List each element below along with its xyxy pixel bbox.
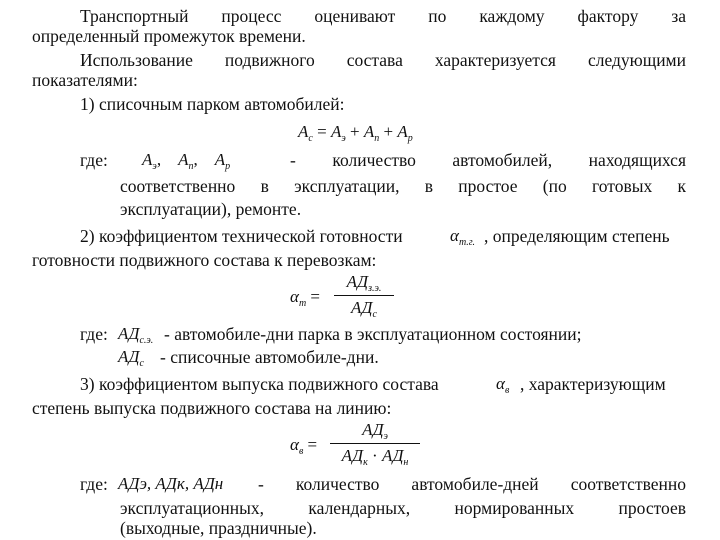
- item2-heading-a: 2) коэффициентом технической готовности: [80, 226, 403, 246]
- intro-line-2: определенный промежуток времени.: [32, 26, 306, 46]
- intro-line-4: показателями:: [32, 70, 138, 90]
- item3-where-text-3: (выходные, праздничные).: [120, 518, 317, 538]
- item2-where1-label: где:: [80, 324, 108, 344]
- item2-line-2: готовности подвижного состава к перевозкам:: [32, 250, 377, 270]
- formula-subscript: п: [374, 133, 380, 144]
- item3-fraction-bar: [330, 443, 420, 444]
- formula-operator: =: [317, 122, 327, 141]
- item1-heading: 1) списочным парком автомобилей:: [80, 94, 345, 114]
- item2-formula-denominator: $АД_с$: [351, 298, 377, 320]
- item2-heading-b: , определяющим степень: [484, 226, 670, 246]
- formula-subscript: с: [308, 133, 313, 144]
- item3-where-symbols: АДэ, АДк, АДн: [118, 474, 224, 493]
- item2-where1-symbol: $АД_{с.э.}$: [118, 324, 154, 346]
- item2-formula-lhs: $\alpha_т$ =: [290, 287, 321, 309]
- formula-operator: +: [350, 122, 360, 141]
- item1-where-text-2: соответственно в эксплуатации, в простое (по готовых к: [120, 176, 686, 196]
- formula-subscript: э: [341, 133, 346, 144]
- formula-operator: +: [383, 122, 394, 141]
- formula-symbol: А: [298, 122, 309, 141]
- item2-where2-symbol: $АД_с$: [118, 347, 144, 369]
- item3-where-label: где:: [80, 474, 108, 494]
- item2-where1-text: - автомобиле-дни парка в эксплуатационном состоянии;: [164, 324, 582, 344]
- item1-where-text-3: эксплуатации), ремонте.: [120, 199, 302, 219]
- formula-subscript: р: [407, 133, 413, 144]
- item3-line-2: степень выпуска подвижного состава на линию:: [32, 398, 392, 418]
- item1-formula: [298, 122, 413, 144]
- item2-fraction-bar: [334, 295, 394, 296]
- item3-formula-lhs: $\alpha_в$ =: [290, 435, 318, 457]
- item2-where2-text: - списочные автомобиле-дни.: [160, 347, 379, 367]
- item2-formula-numerator: $АД_{з.э.}$: [346, 272, 382, 294]
- item1-where-symbols: $А_э$, $А_п$, $А_р$: [142, 150, 231, 172]
- item3-heading-a: 3) коэффициентом выпуска подвижного состава: [80, 374, 439, 394]
- intro-line-3: Использование подвижного состава характеризуется следующими: [80, 50, 686, 70]
- intro-line-1: Транспортный процесс оценивают по каждому фактору за: [80, 6, 686, 26]
- item2-symbol: $\alpha_{т.г.}$: [450, 226, 476, 248]
- item1-where-label: где:: [80, 150, 108, 170]
- item3-where-text-2: эксплуатационных, календарных, нормированных простоев: [120, 498, 686, 518]
- formula-symbol: А: [363, 122, 375, 141]
- item3-symbol: $\alpha_в$: [496, 374, 510, 396]
- item3-formula-denominator: $АД_к \cdot АД_н$: [341, 446, 409, 468]
- formula-symbol: А: [330, 122, 342, 141]
- item3-heading-b: , характеризующим: [520, 374, 666, 394]
- item3-where-text-1: - количество автомобиле-дней соответственно: [258, 474, 686, 494]
- item1-where-text-1: - количество автомобилей, находящихся: [290, 150, 686, 170]
- formula-symbol: А: [397, 122, 408, 141]
- item3-formula-numerator: $АД_э$: [362, 420, 388, 442]
